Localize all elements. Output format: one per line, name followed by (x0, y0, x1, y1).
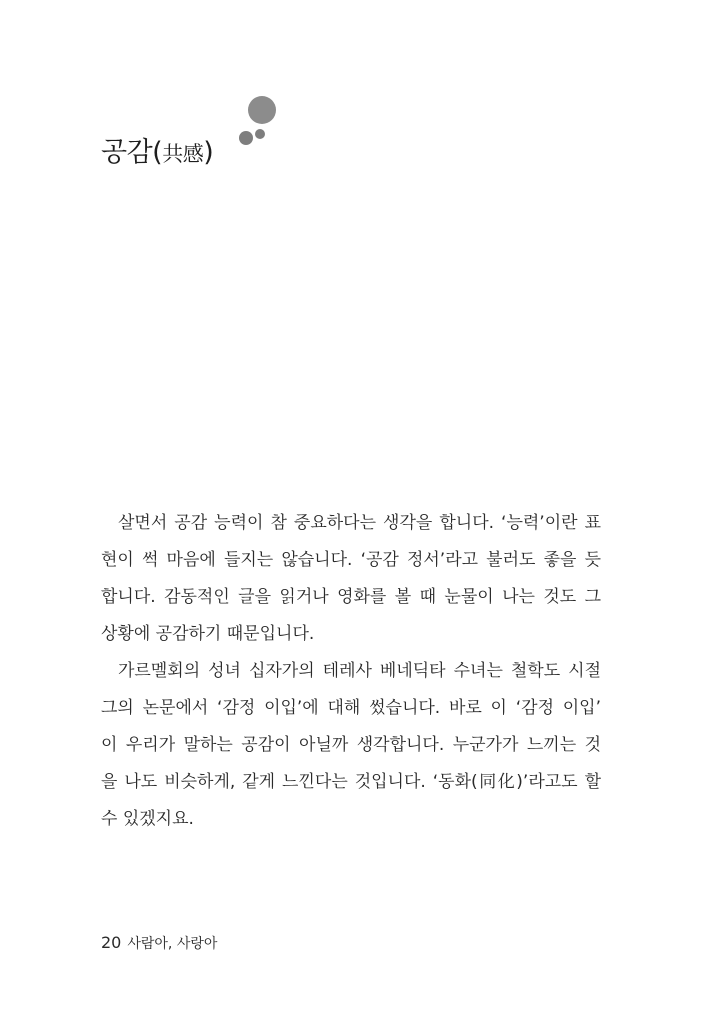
paragraph-2-line-5: 수 있겠지요. (101, 809, 194, 829)
paragraph-2-line-4: 을 나도 비슷하게, 같게 느낀다는 것입니다. ‘동화(同化)’라고도 할 (101, 772, 601, 792)
tiny-dot-icon (255, 129, 265, 139)
paragraph-2-line-1: 가르멜회의 성녀 십자가의 테레사 베네딕타 수녀는 철학도 시절 (118, 661, 601, 681)
section-title-hanja: 共感 (162, 142, 204, 166)
paragraph-2-line-3: 이 우리가 말하는 공감이 아닐까 생각합니다. 누군가가 느끼는 것 (101, 735, 601, 755)
section-title (101, 130, 213, 169)
page-number: 20 (101, 933, 122, 952)
book-title: 사람아, 사랑아 (127, 936, 218, 952)
body-text (101, 505, 601, 838)
section-title-close: ) (203, 137, 214, 168)
large-dot-icon (248, 96, 276, 124)
paragraph-2-line-2: 그의 논문에서 ‘감정 이입’에 대해 썼습니다. 바로 이 ‘감정 이입’ (101, 698, 601, 718)
section-title-korean: 공감( (101, 137, 163, 168)
paragraph-1-line-4: 상황에 공감하기 때문입니다. (101, 624, 315, 644)
paragraph-1-line-3: 합니다. 감동적인 글을 읽거나 영화를 볼 때 눈물이 나는 것도 그 (101, 587, 601, 607)
decorative-dots-icon (236, 96, 280, 146)
small-dot-icon (239, 131, 253, 145)
paragraph-1-line-1: 살면서 공감 능력이 참 중요하다는 생각을 합니다. ‘능력’이란 표 (118, 513, 601, 533)
page-footer (101, 933, 217, 953)
paragraph-1-line-2: 현이 썩 마음에 들지는 않습니다. ‘공감 정서’라고 불러도 좋을 듯 (101, 550, 601, 570)
